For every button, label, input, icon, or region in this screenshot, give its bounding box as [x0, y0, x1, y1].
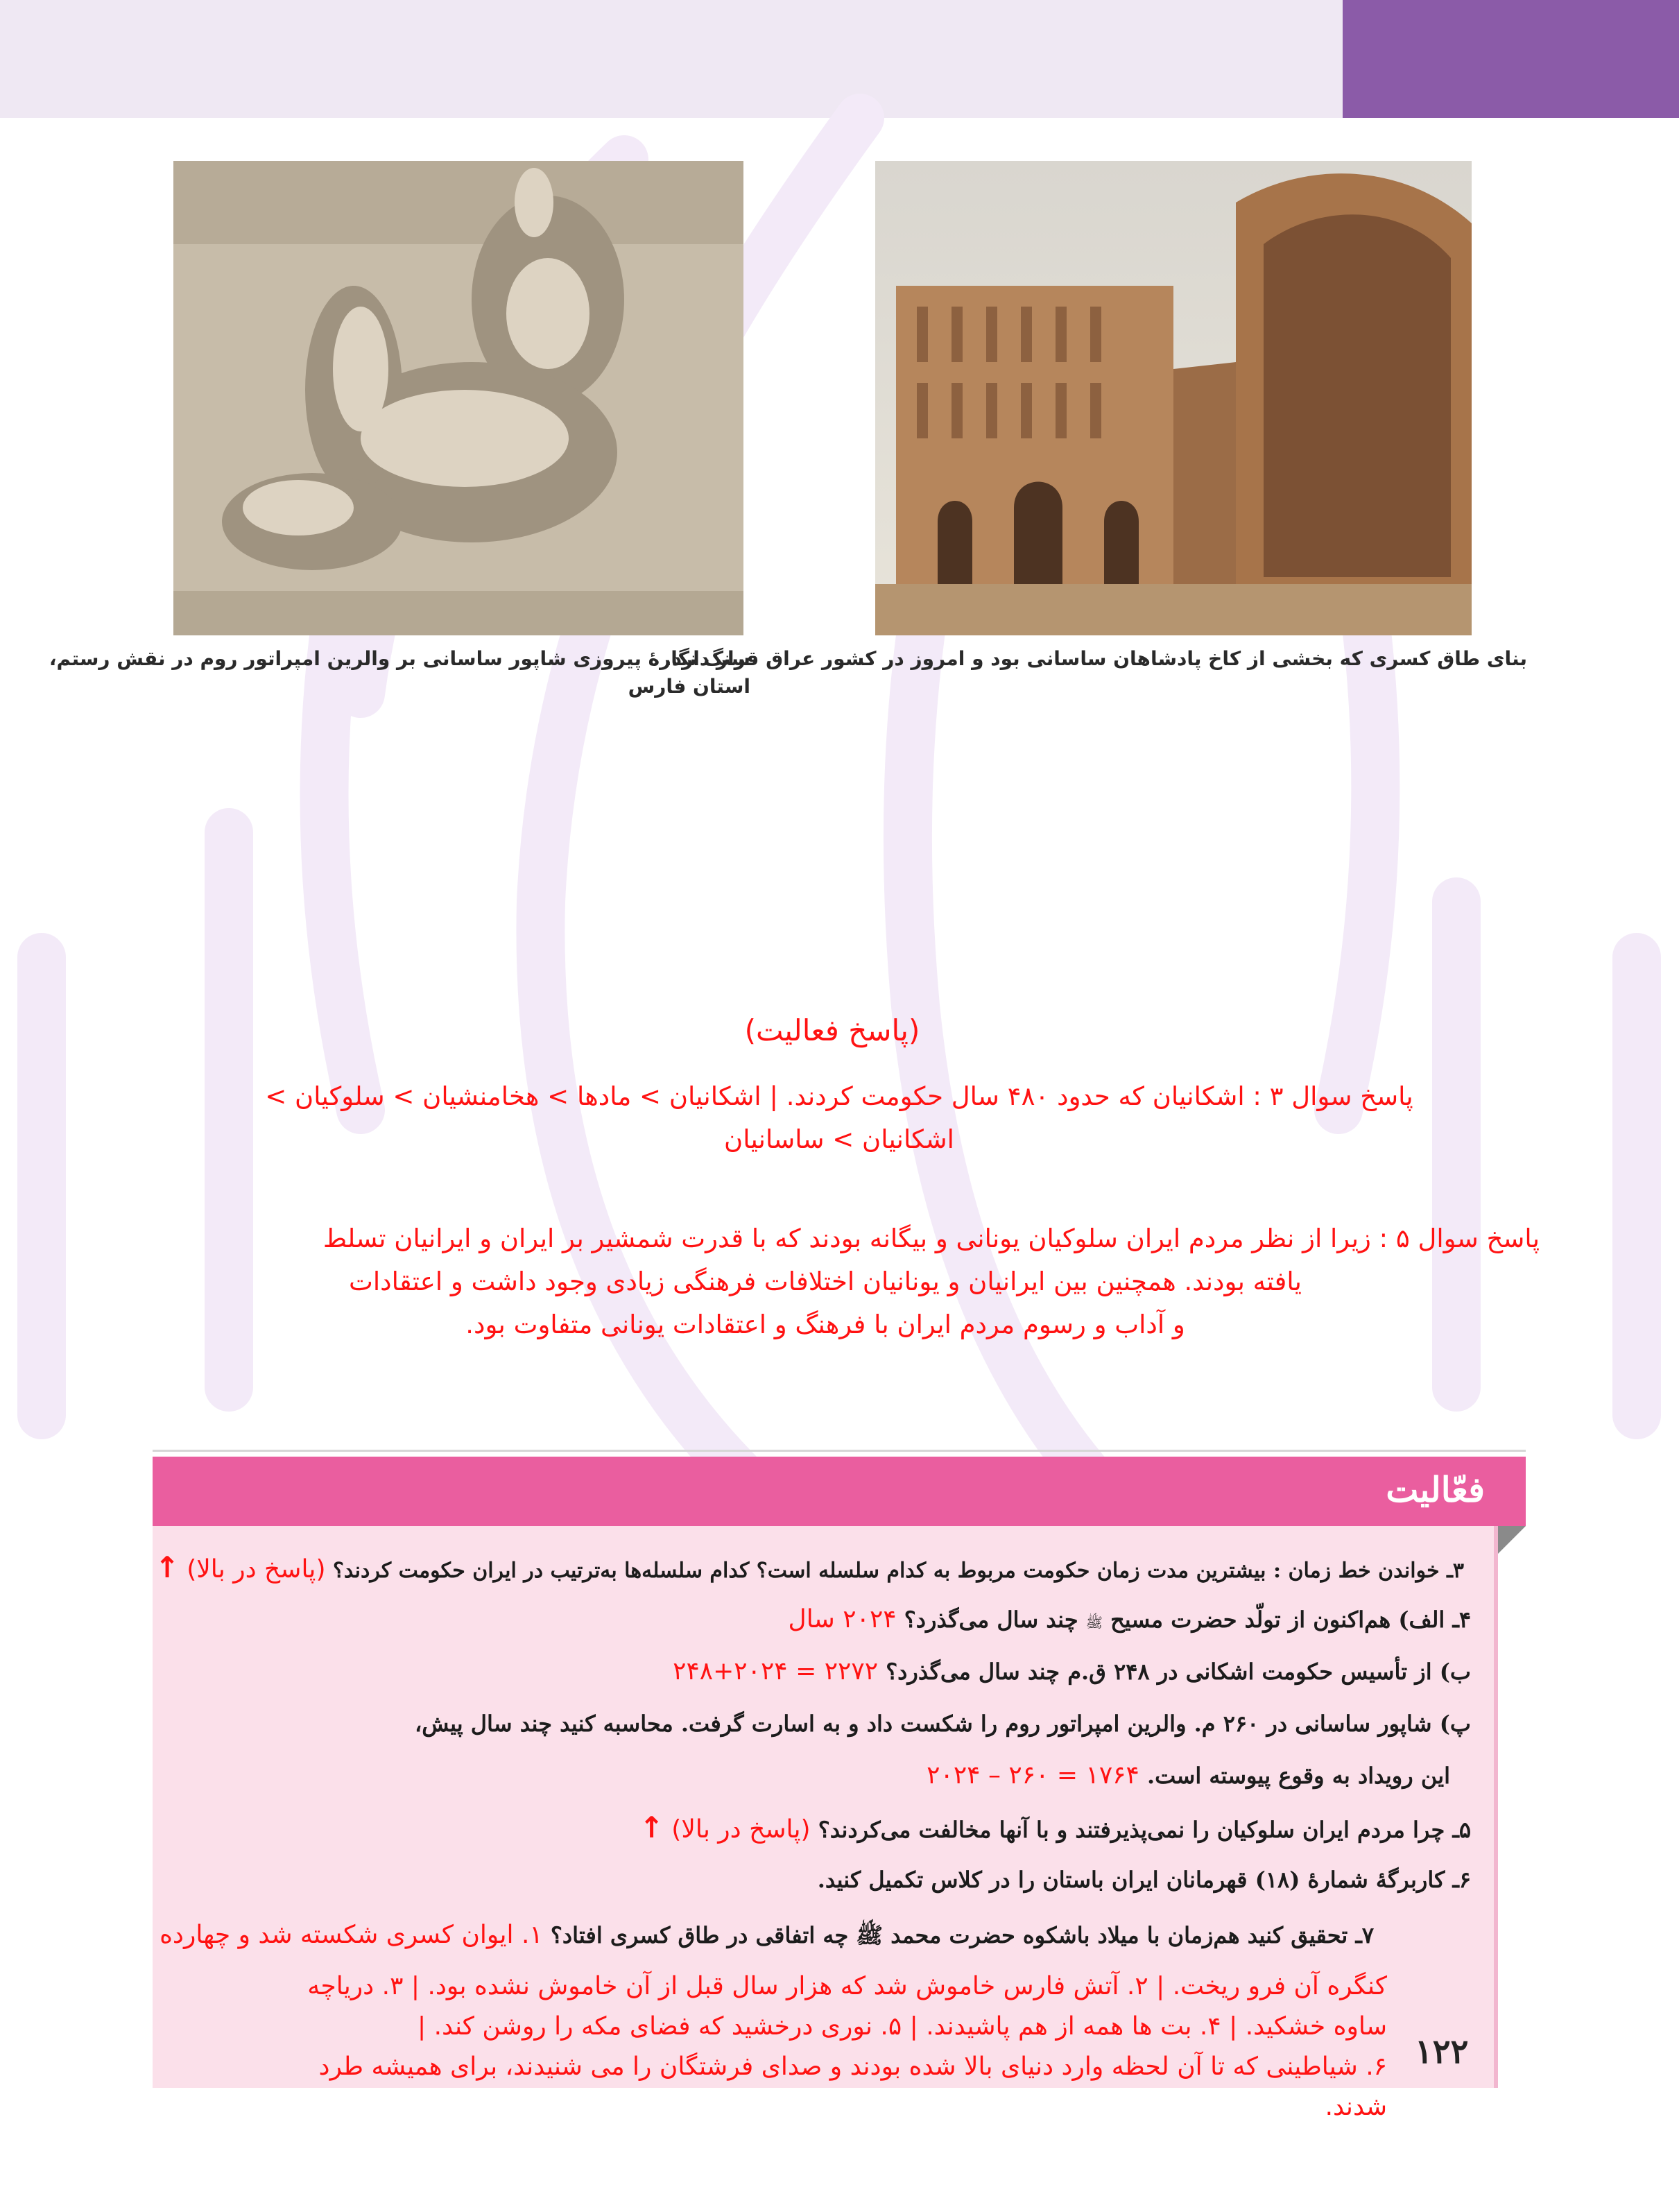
naqsh-rostam-caption: [49, 645, 750, 701]
question-4a-text: ۴ـ الف) هم‌اکنون از تولّد حضرت مسیح: [1110, 1606, 1471, 1633]
header-band: [0, 0, 1343, 118]
answers-title: (پاسخ فعالیت): [744, 1013, 920, 1047]
arrow-up-icon: ↑: [639, 1810, 664, 1844]
question-3: [155, 1550, 1464, 1588]
answer-q5-line2: یافته بودند. همچنین بین ایرانیان و یونانیان اختلافات فرهنگی زیادی وجود داشت و اعتقادات: [349, 1267, 1302, 1296]
question-7-answer-line4: ۶. شیاطینی که تا آن لحظه وارد دنیای بالا شده بودند و صدای فرشتگان را می شنیدند، برای همیشه طرد: [318, 2052, 1387, 2081]
naqsh-rostam-caption-line2: استان فارس: [628, 675, 750, 698]
header-accent: [1343, 0, 1679, 118]
question-7-answer-line5: شدند.: [1325, 2093, 1387, 2121]
question-7-answer-line2: کنگره آن فرو ریخت. | ۲. آتش فارس خاموش شد که هزار سال قبل از آن خاموش نشده بود. | ۳. دریاچه: [307, 1972, 1387, 2000]
taq-kasra-caption: بنای طاق کسری که بخشی از کاخ پادشاهان ساسانی بود و امروز در کشور عراق قرار دارد.: [664, 647, 1527, 670]
question-5-answer: (پاسخ در بالا): [671, 1815, 811, 1844]
answer-q5-line1: پاسخ سوال ۵ : زیرا از نظر مردم ایران سلوکیان یونانی و بیگانه بودند که با قدرت شمشیر بر ایران و ایرانیان تسلط: [322, 1224, 1540, 1253]
answer-q3: [153, 1075, 1526, 1161]
question-6: ۶ـ کاربرگهٔ شمارهٔ (۱۸) قهرمانان ایران باستان را در کلاس تکمیل کنید.: [817, 1867, 1471, 1893]
question-4a-answer: ۲۰۲۴ سال: [788, 1605, 897, 1634]
question-7-answer: [7, 1966, 1387, 2127]
answer-q3-line2: اشکانیان > ساسانیان: [724, 1124, 954, 1154]
question-7-answer-line1: ۱. ایوان کسری شکسته شد و چهارده: [160, 1921, 543, 1949]
question-3-text: ۳ـ خواندن خط زمان : بیشترین مدت زمان حکومت مربوط به کدام سلسله است؟ کدام سلسله‌ها به‌ترتیب در ایران حکومت کردند؟: [332, 1559, 1464, 1583]
activity-header-fold: [1498, 1526, 1526, 1554]
question-7: [160, 1918, 1374, 1953]
activity-title: فعّالیت: [1386, 1469, 1485, 1510]
question-4a-tail: چند سال می‌گذرد؟: [904, 1606, 1078, 1633]
question-4p-line2-text: این رویداد به وقوع پیوسته است.: [1146, 1763, 1450, 1789]
question-5: [639, 1810, 1471, 1847]
question-4b-answer: ۲۲۷۲ = ۲۰۲۴+۲۴۸: [673, 1657, 879, 1686]
question-4b: [673, 1654, 1471, 1689]
question-4p-line2: [927, 1758, 1450, 1793]
question-7-text: ۷ـ تحقیق کنید هم‌زمان با میلاد باشکوه حضرت محمد ﷺ چه اتفاقی در طاق کسری افتاد؟: [550, 1922, 1374, 1948]
answer-q5: [111, 1217, 1540, 1346]
answer-q3-line1: پاسخ سوال ۳ : اشکانیان که حدود ۴۸۰ سال حکومت کردند. | اشکانیان > مادها > هخامنشیان > سلوکیان >: [265, 1081, 1413, 1111]
question-4b-text: ب) از تأسیس حکومت اشکانی در ۲۴۸ ق.م چند سال می‌گذرد؟: [886, 1658, 1471, 1685]
page-number: ۱۲۲: [1415, 2032, 1469, 2071]
question-4a: [789, 1602, 1471, 1640]
activity-header: [153, 1457, 1526, 1526]
taq-kasra-photo: [875, 161, 1472, 635]
question-4p-answer: ۱۷۶۴ = ۲۶۰ – ۲۰۲۴: [927, 1761, 1139, 1790]
question-7-answer-line3: ساوه خشکید. | ۴. بت ها همه از هم پاشیدند. | ۵. نوری درخشید که فضای مکه را روشن کند. |: [417, 2012, 1387, 2041]
question-3-answer: (پاسخ در بالا): [187, 1555, 326, 1584]
question-4p-line1: پ) شاپور ساسانی در ۲۶۰ م. والرین امپراتور روم را شکست داد و به اسارت گرفت. محاسبه کنید چند سال پیش،: [414, 1711, 1471, 1737]
naqsh-rostam-relief-photo: [173, 161, 743, 635]
answer-q5-line3: و آداب و رسوم مردم ایران با فرهنگ و اعتقادات یونانی متفاوت بود.: [465, 1310, 1185, 1339]
naqsh-rostam-caption-line1: سنگ نگارهٔ پیروزی شاپور ساسانی بر والرین امپراتور روم در نقش رستم،: [49, 647, 750, 670]
divider: [153, 1450, 1526, 1452]
arrow-up-icon: ↑: [155, 1550, 180, 1584]
question-4a-honorific: ﷺ: [1085, 1614, 1103, 1631]
question-5-text: ۵ـ چرا مردم ایران سلوکیان را نمی‌پذیرفتند و با آنها مخالفت می‌کردند؟: [818, 1817, 1471, 1843]
